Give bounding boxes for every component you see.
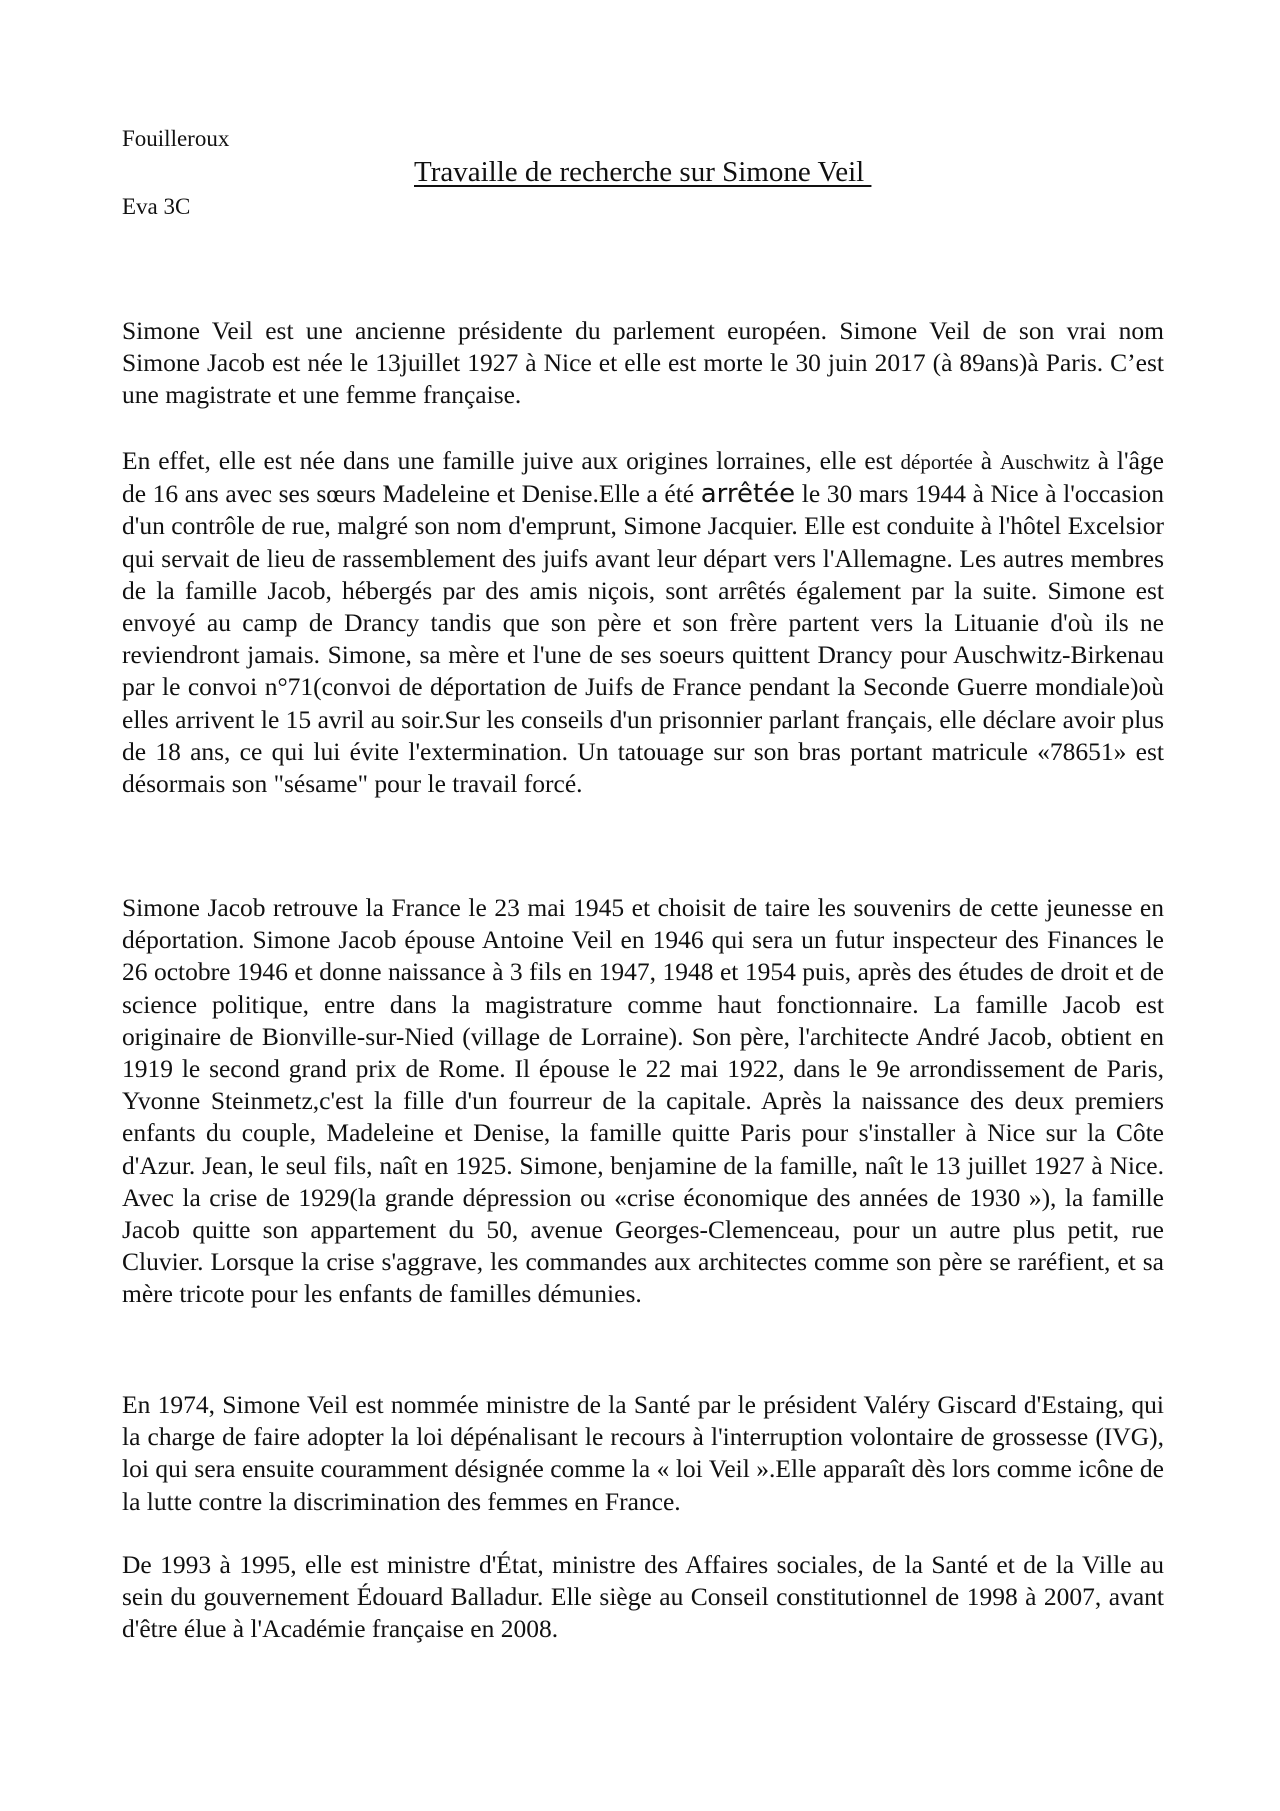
word-arretee: arrêtée bbox=[700, 479, 796, 510]
paragraph-text: à l'âge de 16 ans avec ses sœurs Madeleine et Denise.Elle a été bbox=[122, 446, 1164, 509]
paragraph-family-history: Simone Jacob retrouve la France le 23 mai 1945 et choisit de taire les souvenirs de cette jeunesse en déportation. Simone Jacob épouse Antoine Veil en 1946 qui sera un futur inspecteur des Finances le 26 octobre 1946 et donne naissance à 3 fils en 1947, 1948 et 1954 puis, après des études de droit et de science politique, entre dans la magistrature comme haut fonctionnaire. La famille Jacob est originaire de Bionville-sur-Nied (village de Lorraine). Son père, l'architecte André Jacob, obtient en 1919 le second grand prix de Rome. Il épouse le 22 mai 1922, dans le 9e arrondissement de Paris, Yvonne Steinmetz,c'est la fille d'un fourreur de la capitale. Après la naissance des deux premiers enfants du couple, Madeleine et Denise, la famille quitte Paris pour s'installer à Nice sur la Côte d'Azur. Jean, le seul fils, naît en 1925. Simone, benjamine de la famille, naît le 13 juillet 1927 à Nice. Avec la crise de 1929(la grande dépression ou «crise économique des années de 1930 »), la famille Jacob quitte son appartement du 50, avenue Georges-Clemenceau, pour un autre plus petit, rue Cluvier. Lorsque la crise s'aggrave, les commandes aux architectes comme son père se raréfient, et sa mère tricote pour les enfants de familles démunies. bbox=[122, 893, 1164, 1309]
paragraph-health-minister: En 1974, Simone Veil est nommée ministre de la Santé par le président Valéry Giscard d'Estaing, qui la charge de faire adopter la loi dépénalisant le recours à l'interruption volontaire de grossesse (IVG), loi qui sera ensuite couramment désignée comme la « loi Veil ».Elle apparaît dès lors comme icône de la lutte contre la discrimination des femmes en France. bbox=[122, 1390, 1164, 1516]
paragraph-text: à bbox=[972, 446, 1000, 475]
document-title: Travaille de recherche sur Simone Veil bbox=[414, 156, 872, 188]
word-deportee: déportée bbox=[900, 450, 973, 474]
paragraph-deportation bbox=[122, 445, 1164, 800]
paragraph-introduction: Simone Veil est une ancienne présidente du parlement européen. Simone Veil de son vrai nom Simone Jacob est née le 13juillet 1927 à Nice et elle est morte le 30 juin 2017 (à 89ans)à Paris. C’est une magistrate et une femme française. bbox=[122, 316, 1164, 410]
paragraph-later-career: De 1993 à 1995, elle est ministre d'État, ministre des Affaires sociales, de la Santé et de la Ville au sein du gouvernement Édouard Balladur. Elle siège au Conseil constitutionnel de 1998 à 2007, avant d'être élue à l'Académie française en 2008. bbox=[122, 1550, 1164, 1644]
word-auschwitz: Auschwitz bbox=[999, 450, 1090, 474]
author-last-name: Fouilleroux bbox=[122, 126, 230, 151]
paragraph-text: le 30 mars 1944 à Nice à l'occasion d'un contrôle de rue, malgré son nom d'emprunt, Simone Jacquier. Elle est conduite à l'hôtel Excelsior qui servait de lieu de rassemblement des juifs avant leur départ vers l'Allemagne. Les autres membres de la famille Jacob, hébergés par des amis niçois, sont arrêtés également par la suite. Simone est envoyé au camp de Drancy tandis que son père et son frère partent vers la Lituanie d'où ils ne reviendront jamais. Simone, sa mère et l'une de ses soeurs quittent Drancy pour Auschwitz-Birkenau par le convoi n°71(convoi de déportation de Juifs de France pendant la Seconde Guerre mondiale)où elles arrivent le 15 avril au soir.Sur les conseils d'un prisonnier parlant français, elle déclare avoir plus de 18 ans, ce qui lui évite l'extermination. Un tatouage sur son bras portant matricule «78651» est désormais son "sésame" pour le travail forcé. bbox=[122, 479, 1164, 799]
paragraph-text: En effet, elle est née dans une famille juive aux origines lorraines, elle est bbox=[122, 446, 901, 475]
author-name-class: Eva 3C bbox=[122, 194, 191, 219]
